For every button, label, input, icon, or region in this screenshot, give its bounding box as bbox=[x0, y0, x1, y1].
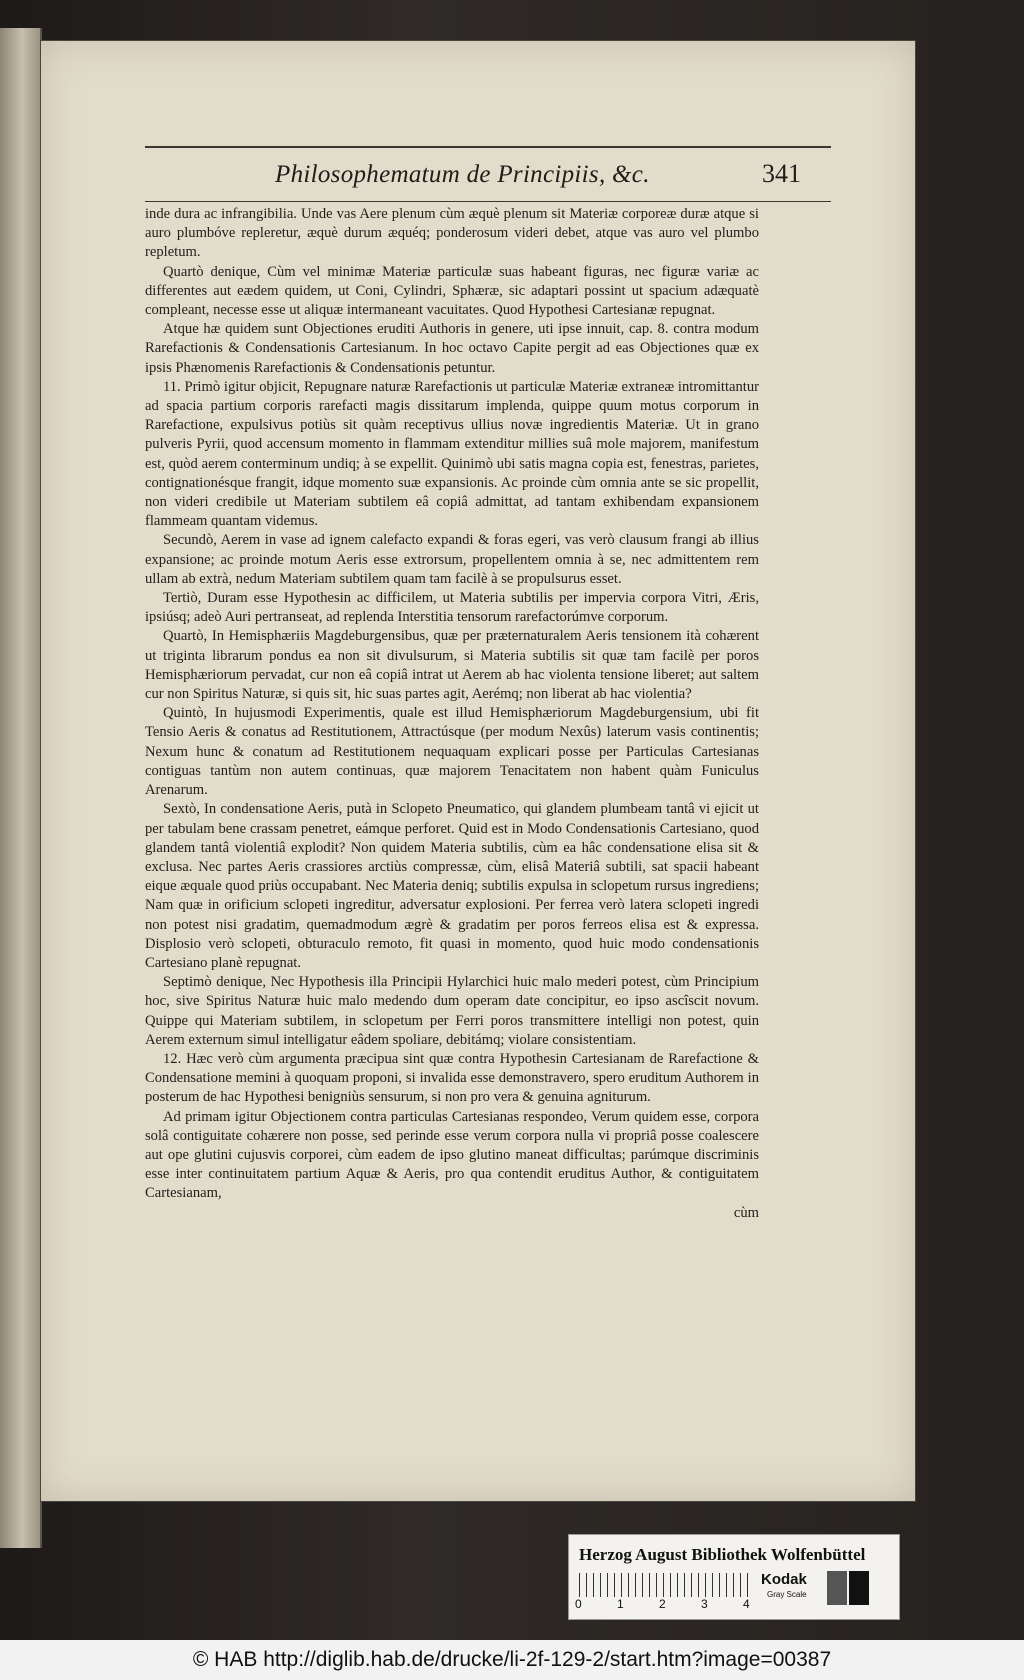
book-page bbox=[40, 40, 916, 1502]
top-rule bbox=[145, 146, 831, 148]
ruler-label: 3 bbox=[701, 1597, 708, 1611]
color-calibration-card bbox=[568, 1534, 900, 1620]
page-number: 341 bbox=[762, 159, 801, 188]
running-head bbox=[145, 159, 831, 199]
ruler-label: 2 bbox=[659, 1597, 666, 1611]
black-swatch bbox=[849, 1571, 869, 1605]
body-text bbox=[145, 205, 759, 1223]
paragraph: Septimò denique, Nec Hypothesis illa Principii Hylarchici huic malo mederi potest, cùm Principium hoc, sive Spiritus Naturæ huic malo medendo dum operam date concipitur, eo ipso ascîscit novum. Quippe qui Materiam subtilem, in sclopetum per Ferri poros transmittere intelligi non potest, quin Aerem externum simul intelligatur eâdem spoliare, debitámq; violare consistentiam. bbox=[145, 974, 759, 1048]
scale-ruler bbox=[579, 1573, 753, 1597]
paragraph: inde dura ac infrangibilia. Unde vas Aere plenum cùm æquè plenum sit Materiæ corporeæ duræ atque si auro plumbóve repleretur, æquè durum æquéq; ponderosum videri debet, atque vas auro vel plumbo repletum. bbox=[145, 206, 759, 261]
ruler-label: 0 bbox=[575, 1597, 582, 1611]
library-name: Herzog August Bibliothek Wolfenbüttel bbox=[579, 1545, 866, 1564]
paragraph: Quartò denique, Cùm vel minimæ Materiæ particulæ suas habeant figuras, nec figuræ variæ ac differentes aut eædem quidem, ut Coni, Cylindri, Sphæræ, sic adaptari possint ut spacium adæquatè compleant, necesse esse ut aliquæ intermaneant vacuitates. Quod Hypothesi Cartesianæ repugnat. bbox=[145, 263, 759, 319]
paragraph: Quartò, In Hemisphæriis Magdeburgensibus, quæ per præternaturalem Aeris tensionem ità cohærent ut triginta librarum pondus ea non sit divulsurum, si Materia subtilis sit quæ tam facilè per poros Hemisphæriorum pervadat, cur non eâ copiâ intrat ut Aerem ab hac violenta tensione liberet; aut saltem cur non Spiritus Naturæ, si quis sit, hic suas partes agit, Aerémq; non liberat ab hac violentia? bbox=[145, 628, 759, 703]
paragraph: Quintò, In hujusmodi Experimentis, quale est illud Hemisphæriorum Magdeburgensium, ubi fit Tensio Aeris & conatus ad Restitutionem, Attractúsque (per modum Nexûs) laterum vasis continentis; Nexum hunc & conatum ad Restitutionem nequaquam explicari posse per Particulas Cartesianas contiguas tantùm non autem continuas, quæ majorem Tenacitatem non habent quàm Funiculus Arenarum. bbox=[145, 705, 759, 799]
paragraph: Secundò, Aerem in vase ad ignem calefacto expandi & foras egeri, vas verò clausum frangi ab illius expansione; ac proinde motum Aeris esse extrorsum, propellentem omnia à se, nec admittentem rem ullam ab extrà, nedum Materiam subtilem quam tam facilè à se propulsurus esset. bbox=[145, 532, 759, 587]
paragraph: 12. Hæc verò cùm argumenta præcipua sint quæ contra Hypothesin Cartesianam de Rarefactione & Condensatione memini à quoquam proponi, si invalida esse demonstravero, spero eruditum Authorem in posterum de hac Hypothesi benigniùs sensurum, si non pro vera & genuina agniturum. bbox=[145, 1050, 759, 1106]
facing-page-edge bbox=[0, 28, 42, 1548]
paragraph: Atque hæ quidem sunt Objectiones eruditi Authoris in genere, uti ipse innuit, cap. 8. contra modum Rarefactionis & Condensationis Cartesianum. In hoc octavo Capite pergit ad eas Objectiones quæ ex ipsis Phænomenis Rarefactionis & Condensationis petuntur. bbox=[145, 321, 759, 376]
footer-bar bbox=[0, 1640, 1024, 1680]
ruler-label: 1 bbox=[617, 1597, 624, 1611]
paragraph: Ad primam igitur Objectionem contra particulas Cartesianas respondeo, Verum quidem esse, corpora solâ contiguitate cohærere non posse, sed perinde esse verum corpora nulla vi propriâ posse coalescere aut ope glutini cujusvis corporei, cùm eadem de ipso glutino maneat difficultas; parúmque discriminis esse inter continuitatem partium Aquæ & Aeris, pro qua contendit eruditus Author, & contiguitatem Cartesianam, bbox=[145, 1108, 759, 1202]
copyright-link[interactable]: © HAB http://diglib.hab.de/drucke/li-2f-129-2/start.htm?image=00387 bbox=[192, 1648, 832, 1671]
paragraph: Sextò, In condensatione Aeris, putà in Sclopeto Pneumatico, qui glandem plumbeam tantâ vi ejicit ut per tabulam bene crassam penetret, eámque perforet. Quid est in Modo Condensationis Cartesiano, quod glandem tantâ violentiâ explodit? Non quidem Materia subtilis, cùm ea hâc condensatione elisa sit & exclusa. Nec partes Aeris crassiores arctiùs compressæ, cùm, elisâ Materiâ subtili, sat spacii habeant eique æquale quod priùs occupabant. Nec Materia deniq; subtilis expulsa in sclopetum rursus ingrediens; Nam quæ in orificium sclopeti ingreditur, adversatur explosioni. Per ferrea verò latera sclopeti ingredi non potest nisi gradatim, quemadmodum ægrè & gradatim per poros ferreos elisa est & expressa. Displosio verò sclopeti, obturaculo remoto, fit quasi in momento, quod huic modo condensationis Cartesiano planè repugnat. bbox=[145, 801, 759, 971]
ruler-label: 4 bbox=[743, 1597, 750, 1611]
head-rule bbox=[145, 201, 831, 202]
paragraph: 11. Primò igitur objicit, Repugnare naturæ Rarefactionis ut particulæ Materiæ extraneæ intromittantur ad spacia partium corporis rarefacti magis dissitarum implenda, quippe quum motus corporum in Rarefactione, expulsivus potiùs sit quàm receptivus ullius novæ ingredientis Materiæ. Ut in grano pulveris Pyrii, quod accensum momento in flammam extenditur millies suâ mole majorem, manifestum est, quòd aerem conterminum undiq; à se expellit. Quinimò ubi satis magna copia est, fenestras, parietes, contignationésque frangit, idque momento suæ expansionis. Ac proinde cùm omnia ante se sic propellit, non videri credibile ut Materiam subtilem eâ copiâ admittat, ad tantam exhibendam expansionem flammeam quantam videmus. bbox=[145, 378, 759, 530]
running-title: Philosophematum de Principiis, &c. bbox=[275, 161, 650, 188]
paragraph: Tertiò, Duram esse Hypothesin ac difficilem, ut Materia subtilis per impervia corpora Vitri, Æris, ipsiúsq; adeò Auri pertranseat, ad replenda Interstitia tensorum rarefactorúmve corporum. bbox=[145, 590, 759, 626]
kodak-logo: Kodak bbox=[761, 1571, 807, 1588]
gray-swatch bbox=[827, 1571, 847, 1605]
catchword: cùm bbox=[733, 1204, 759, 1221]
gray-scale-label: Gray Scale bbox=[767, 1590, 807, 1599]
